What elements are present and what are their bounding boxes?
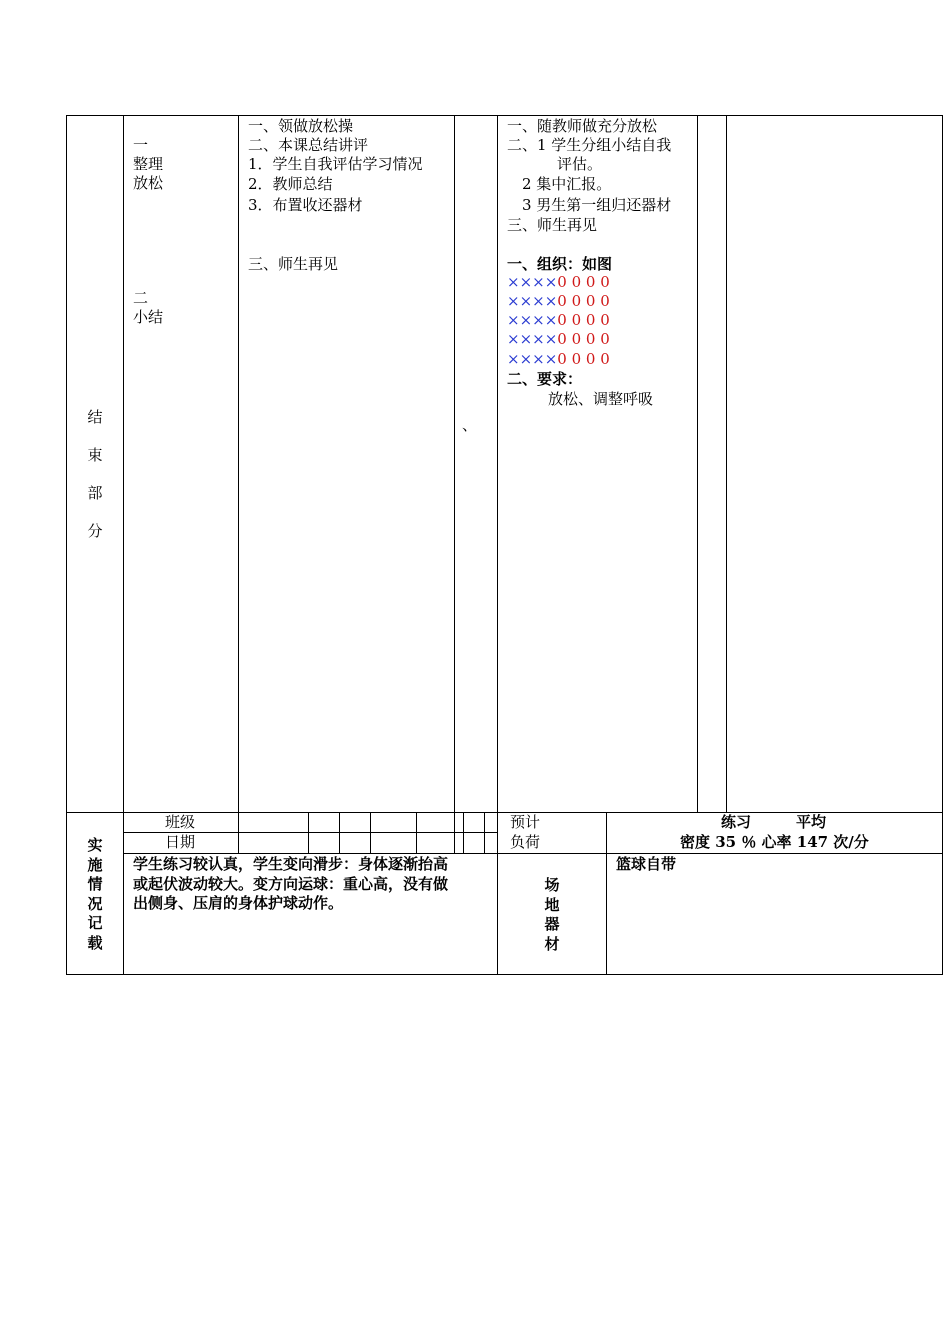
record-label	[85, 836, 105, 953]
requirements-text: 放松、调整呼吸	[548, 390, 654, 408]
formation-crosses: ××××	[507, 330, 558, 348]
formation-row	[507, 330, 610, 350]
density-heartrate: 密度 35 ％ 心率 147 次/分	[680, 833, 869, 851]
divider	[416, 812, 417, 853]
divider	[123, 115, 124, 975]
phase-number: 一	[133, 136, 149, 154]
venue-label	[542, 876, 562, 954]
venue-label-char: 器	[544, 915, 560, 933]
formation-row	[507, 292, 610, 312]
divider	[484, 812, 485, 853]
divider	[497, 115, 498, 975]
phase-name: 放松	[133, 174, 164, 192]
organization-title: 一、组织：如图	[507, 255, 613, 273]
divider	[339, 812, 340, 853]
venue-label-char: 场	[544, 876, 560, 894]
record-label-char: 载	[87, 933, 103, 952]
divider	[238, 115, 239, 853]
record-label-char: 记	[87, 914, 103, 932]
formation-circles: 0 0 0 0	[557, 273, 610, 291]
formation-circles: 0 0 0 0	[557, 292, 610, 310]
divider	[370, 812, 371, 853]
formation-circles: 0 0 0 0	[557, 350, 610, 368]
divider	[463, 812, 464, 853]
implementation-note: 学生练习较认真，学生变向滑步：身体逐渐抬高	[133, 855, 449, 873]
class-label: 班级	[165, 813, 196, 831]
teacher-item: 二、本课总结讲评	[248, 136, 369, 154]
student-item: 一、随教师做充分放松	[507, 117, 658, 135]
formation-circles: 0 0 0 0	[557, 311, 610, 329]
formation-crosses: ××××	[507, 350, 558, 368]
section-label-char: 束	[87, 446, 103, 464]
formation-crosses: ××××	[507, 311, 558, 329]
formation-circles: 0 0 0 0	[557, 330, 610, 348]
formation-crosses: ××××	[507, 273, 558, 291]
record-label-char: 施	[87, 855, 103, 874]
formation-row	[507, 350, 610, 370]
section-label-char: 结	[87, 408, 103, 426]
implementation-note: 或起伏波动较大。变方向运球：重心高，没有做	[133, 875, 449, 893]
student-item: 2 集中汇报。	[522, 175, 612, 193]
load-label: 负荷	[510, 833, 541, 851]
tick-mark: 、	[462, 416, 478, 434]
record-label-char: 况	[87, 894, 103, 913]
divider	[454, 115, 455, 853]
section-label	[85, 398, 105, 550]
formation-crosses: ××××	[507, 292, 558, 310]
practice-label: 练习	[721, 813, 752, 831]
section-label-char: 部	[87, 484, 103, 502]
teacher-item: 1．学生自我评估学习情况	[248, 155, 423, 173]
divider	[308, 812, 309, 853]
teacher-item: 2．教师总结	[248, 175, 333, 193]
student-item: 3 男生第一组归还器材	[522, 196, 672, 214]
divider	[123, 853, 943, 854]
teacher-item: 3．布置收还器材	[248, 196, 363, 214]
venue-value: 篮球自带	[616, 855, 677, 873]
venue-label-char: 材	[544, 934, 560, 953]
phase-number: 二	[133, 289, 149, 307]
record-label-char: 情	[87, 875, 103, 893]
average-label: 平均	[796, 813, 827, 831]
student-item: 三、师生再见	[507, 216, 598, 234]
formation-row	[507, 273, 610, 293]
divider	[726, 115, 727, 812]
venue-label-char: 地	[544, 895, 560, 914]
implementation-note: 出侧身、压肩的身体护球动作。	[133, 894, 344, 912]
requirements-title: 二、要求：	[507, 370, 583, 388]
student-item: 二、1 学生分组小结自我	[507, 136, 672, 154]
load-label: 预计	[510, 813, 541, 831]
section-label-char: 分	[87, 522, 103, 540]
teacher-item: 三、师生再见	[248, 255, 339, 273]
phase-name: 整理	[133, 155, 164, 173]
formation-row	[507, 311, 610, 331]
divider	[697, 115, 698, 812]
divider	[606, 812, 607, 975]
student-item: 评估。	[557, 155, 603, 173]
date-label: 日期	[165, 833, 196, 851]
phase-name: 小结	[133, 308, 164, 326]
teacher-item: 一、领做放松操	[248, 117, 354, 135]
record-label-char: 实	[87, 836, 103, 854]
